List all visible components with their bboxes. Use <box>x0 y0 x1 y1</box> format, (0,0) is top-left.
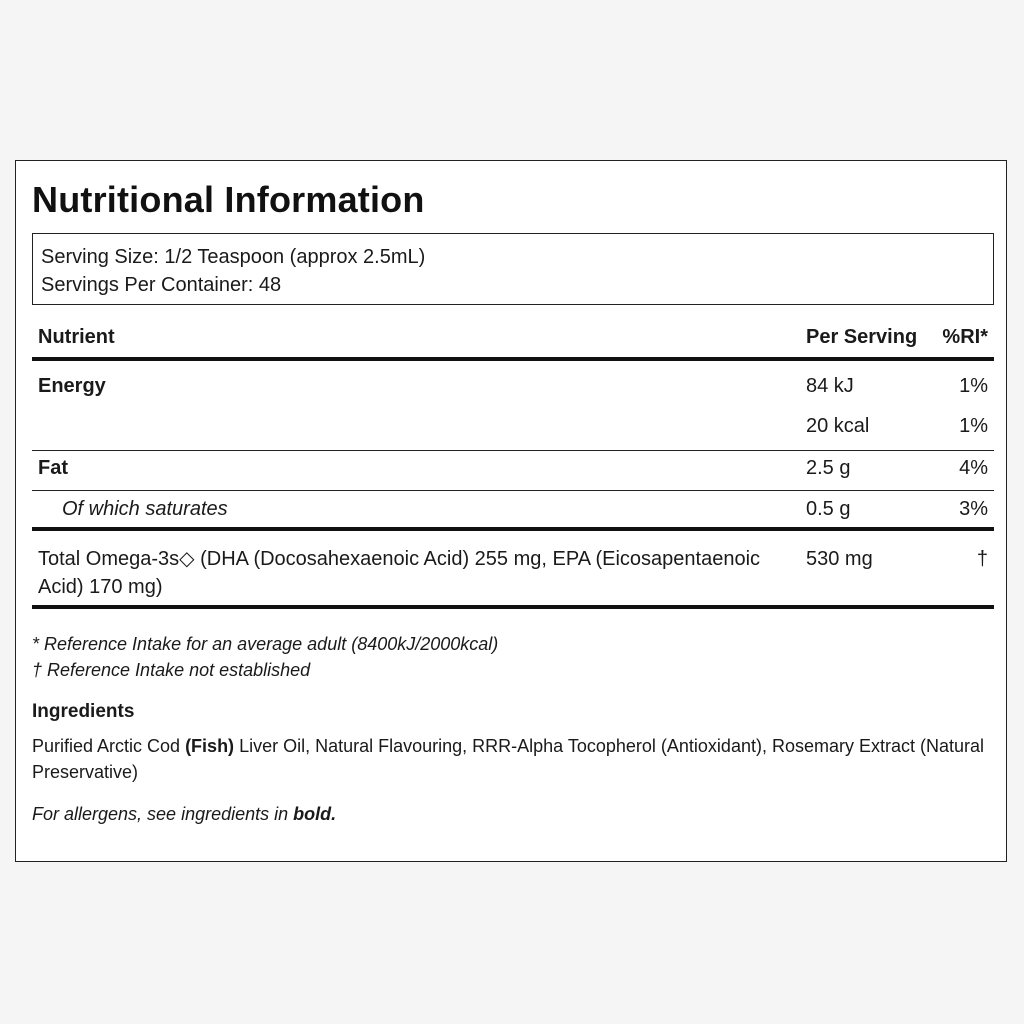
serving-info-box <box>32 233 994 305</box>
nutrient-name: Fat <box>38 457 68 479</box>
footnote: * Reference Intake for an average adult (8400kJ/2000kcal) <box>32 634 499 654</box>
servings-per-container: Servings Per Container: 48 <box>41 274 282 296</box>
table-row <box>32 531 994 609</box>
table-row <box>32 491 994 531</box>
allergen-note-emphasis: bold. <box>293 804 337 824</box>
nutrition-label-panel <box>15 160 1007 862</box>
table-row <box>32 361 994 413</box>
serving-size: Serving Size: 1/2 Teaspoon (approx 2.5mL) <box>41 246 426 268</box>
label-title: Nutritional Information <box>32 179 425 220</box>
per-serving-value: 0.5 g <box>806 498 851 520</box>
header-nutrient: Nutrient <box>38 326 115 348</box>
nutrient-name: Energy <box>38 375 106 397</box>
nutrient-name: Of which saturates <box>62 498 228 520</box>
per-serving-value: 530 mg <box>806 548 873 570</box>
allergen-note-text: For allergens, see ingredients in <box>32 804 294 824</box>
ingredients-text-part: Liver Oil, Natural Flavouring, RRR-Alpha Tocopherol (Antioxidant), Rosemary Extract (Natural Preservative) <box>32 736 985 782</box>
ri-value: † <box>976 548 988 570</box>
allergen-note <box>32 804 336 825</box>
per-serving-value: 84 kJ <box>806 375 854 397</box>
ingredients-heading: Ingredients <box>32 701 135 722</box>
per-serving-value: 20 kcal <box>806 415 870 437</box>
nutrient-name: Total Omega-3s◇ (DHA (Docosahexaenoic Acid) 255 mg, EPA (Eicosapentaenoic Acid) 170 mg) <box>38 548 761 598</box>
ri-value: 3% <box>959 498 988 520</box>
table-row <box>32 413 994 451</box>
ri-value: 1% <box>959 415 988 437</box>
footnotes <box>32 631 498 683</box>
allergen-highlight: (Fish) <box>185 736 235 756</box>
footnote: † Reference Intake not established <box>32 660 311 680</box>
ri-value: 1% <box>959 375 988 397</box>
table-header-row <box>32 311 994 361</box>
per-serving-value: 2.5 g <box>806 457 851 479</box>
nutrition-table <box>32 311 994 609</box>
ri-value: 4% <box>959 457 988 479</box>
header-per-serving: Per Serving <box>806 326 918 348</box>
ingredients-text-part: Purified Arctic Cod <box>32 736 186 756</box>
nutrient-name <box>32 415 806 450</box>
header-ri: %RI* <box>942 326 988 348</box>
ingredients-text <box>32 733 997 785</box>
table-row <box>32 451 994 491</box>
